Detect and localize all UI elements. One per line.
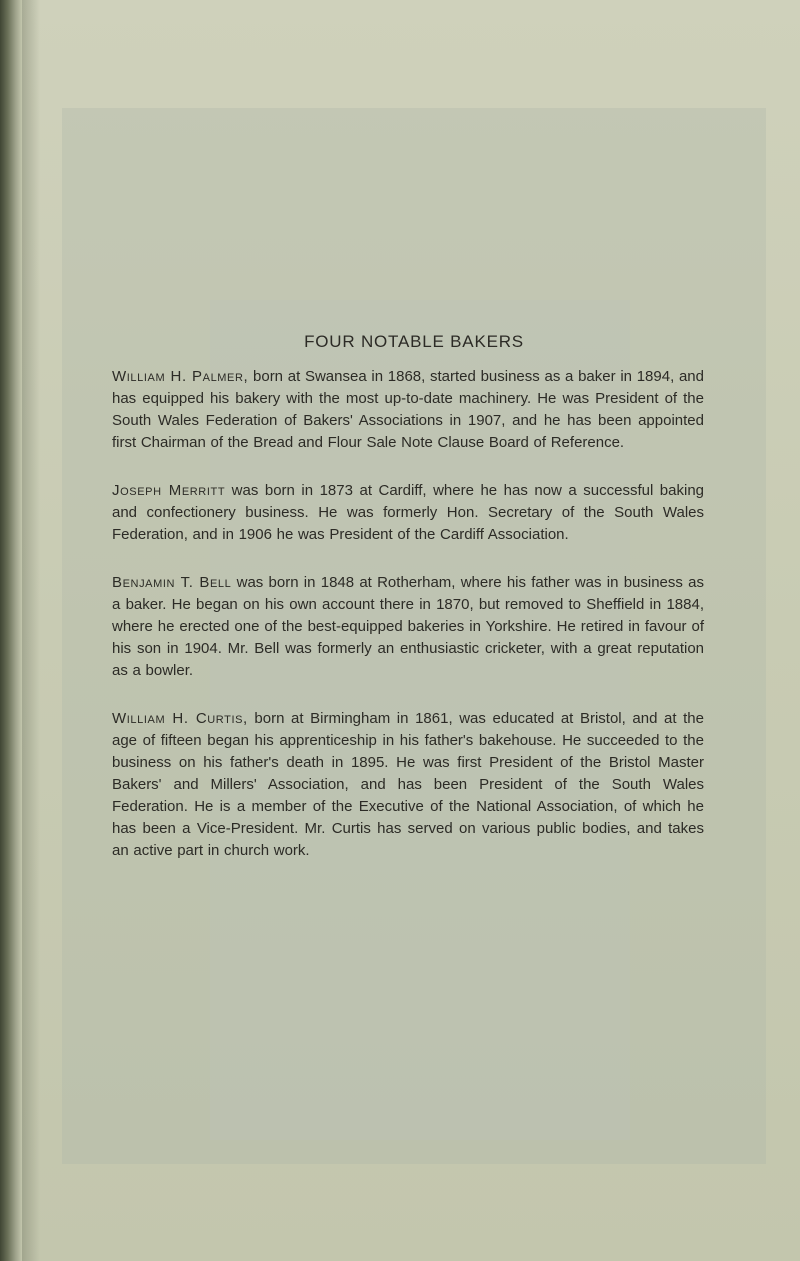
baker-name: Joseph Merritt <box>112 482 226 499</box>
paragraph-text: born at Birmingham in 1861, was educated at Bristol, and at the age of fifteen began his apprenticeship in his father's bakehouse. He succeeded to the business on his father's death in 1895. He was first President of the Bristol Master Bakers' and Millers' Association, and has been President of the South Wales Federation. He is a member of the Executive of the National Association, of which he has been a Vice-President. Mr. Curtis has served on various public bodies, and takes an active part in church work. <box>112 710 704 859</box>
paragraph-bell <box>112 572 704 682</box>
paragraph-text: born at Swansea in 1868, started business as a baker in 1894, and has equipped his bakery with the most up-to-date machinery. He was President of the South Wales Federation of Bakers' Associations in 1907, and he has been appointed first Chairman of the Bread and Flour Sale Note Clause Board of Reference. <box>112 368 704 451</box>
page-title: FOUR NOTABLE BAKERS <box>304 332 524 351</box>
baker-name: Benjamin T. Bell <box>112 574 232 591</box>
baker-name: William H. Curtis, <box>112 710 248 727</box>
paragraph-text: was born in 1848 at Rotherham, where his father was in business as a baker. He began on his own account there in 1870, but removed to Sheffield in 1884, where he erected one of the best-equipped bakeries in Yorkshire. He retired in favour of his son in 1904. Mr. Bell was formerly an enthusiastic cricketer, with a great reputation as a bowler. <box>112 574 704 679</box>
book-spine <box>0 0 22 1261</box>
paragraph-text: was born in 1873 at Cardiff, where he has now a successful baking and confectionery business. He was formerly Hon. Secretary of the South Wales Federation, and in 1906 he was President of the Cardiff Association. <box>112 482 704 543</box>
page-content <box>112 332 704 888</box>
paragraph-merritt <box>112 480 704 546</box>
baker-name: William H. Palmer, <box>112 368 249 385</box>
paragraph-palmer <box>112 366 704 454</box>
paragraph-curtis <box>112 708 704 862</box>
spine-shadow <box>22 0 40 1261</box>
